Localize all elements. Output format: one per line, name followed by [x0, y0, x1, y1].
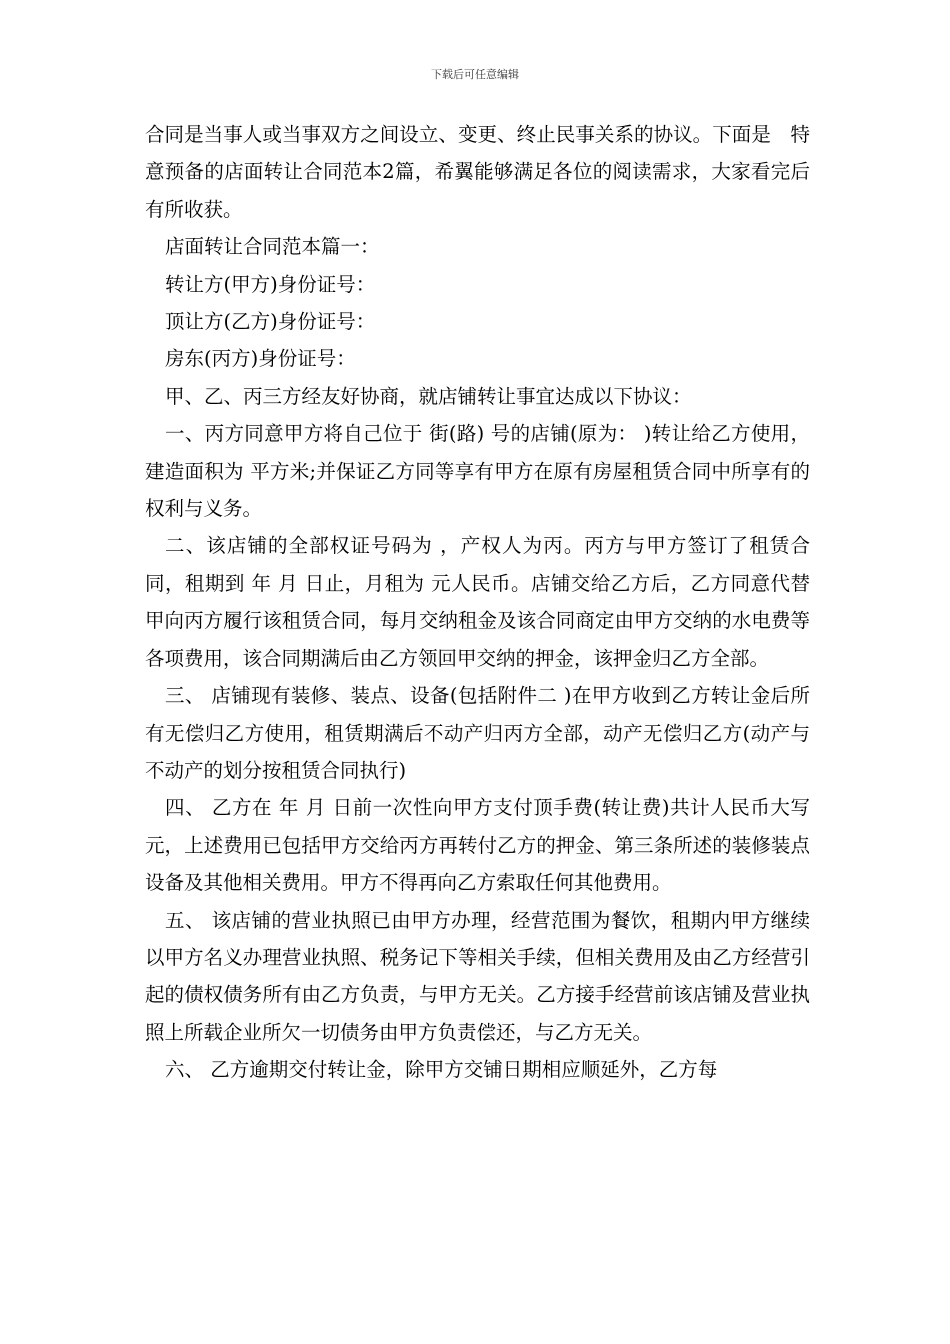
header-note: 下载后可任意编辑: [431, 68, 519, 81]
paragraph-agreement-intro: 甲、乙、丙三方经友好协商，就店铺转让事宜达成以下协议：: [165, 384, 692, 408]
paragraph-intro: 合同是当事人或当事双方之间设立、变更、终止民事关系的协议。下面是 特意预备的店面转让合同范本2篇，希翼能够满足各位的阅读需求，大家看完后有所收获。: [145, 123, 810, 221]
clause-5: 五、 该店铺的营业执照已由甲方办理，经营范围为餐饮，租期内甲方继续以甲方名义办理营业执照、税务记下等相关手续，但相关费用及由乙方经营引起的债权债务所有由乙方负责，与甲方无关。乙方接手经营前该店铺及营业执照上所载企业所欠一切债务由甲方负责偿还，与乙方无关。: [145, 908, 810, 1044]
clause-3: 三、 店铺现有装修、装点、设备(包括附件二 )在甲方收到乙方转让金后所有无偿归乙方使用，租赁期满后不动产归丙方全部，动产无偿归乙方(动产与不动产的划分按租赁合同执行): [145, 684, 810, 782]
clause-1: 一、丙方同意甲方将自己位于 街(路) 号的店铺(原为： )转让给乙方使用，建造面积为 平方米;并保证乙方同等享有甲方在原有房屋租赁合同中所享有的权利与义务。: [145, 422, 810, 521]
paragraph-landlord: 房东(丙方)身份证号：: [165, 347, 356, 371]
clause-4: 四、 乙方在 年 月 日前一次性向甲方支付顶手费(转让费)共计人民币大写 元，上述费用已包括甲方交给丙方再转付乙方的押金、第三条所述的装修装点设备及其他相关费用。甲方不得再向乙方索取任何其他费用。: [145, 796, 810, 895]
paragraph-title: 店面转让合同范本篇一：: [165, 235, 380, 259]
clause-2: 二、该店铺的全部权证号码为 ，产权人为丙。丙方与甲方签订了租赁合同，租期到 年 月 日止，月租为 元人民币。店铺交给乙方后，乙方同意代替甲向丙方履行该租赁合同，每月交纳租金及该合同商定由甲方交纳的水电费等各项费用，该合同期满后由乙方领回甲交纳的押金，该押金归乙方全部。: [145, 534, 810, 670]
contract-body: [145, 116, 810, 1089]
paragraph-transferee: 顶让方(乙方)身份证号：: [165, 310, 376, 334]
paragraph-transferor: 转让方(甲方)身份证号：: [165, 272, 376, 296]
clause-6: 六、 乙方逾期交付转让金，除甲方交铺日期相应顺延外，乙方每: [165, 1058, 718, 1082]
